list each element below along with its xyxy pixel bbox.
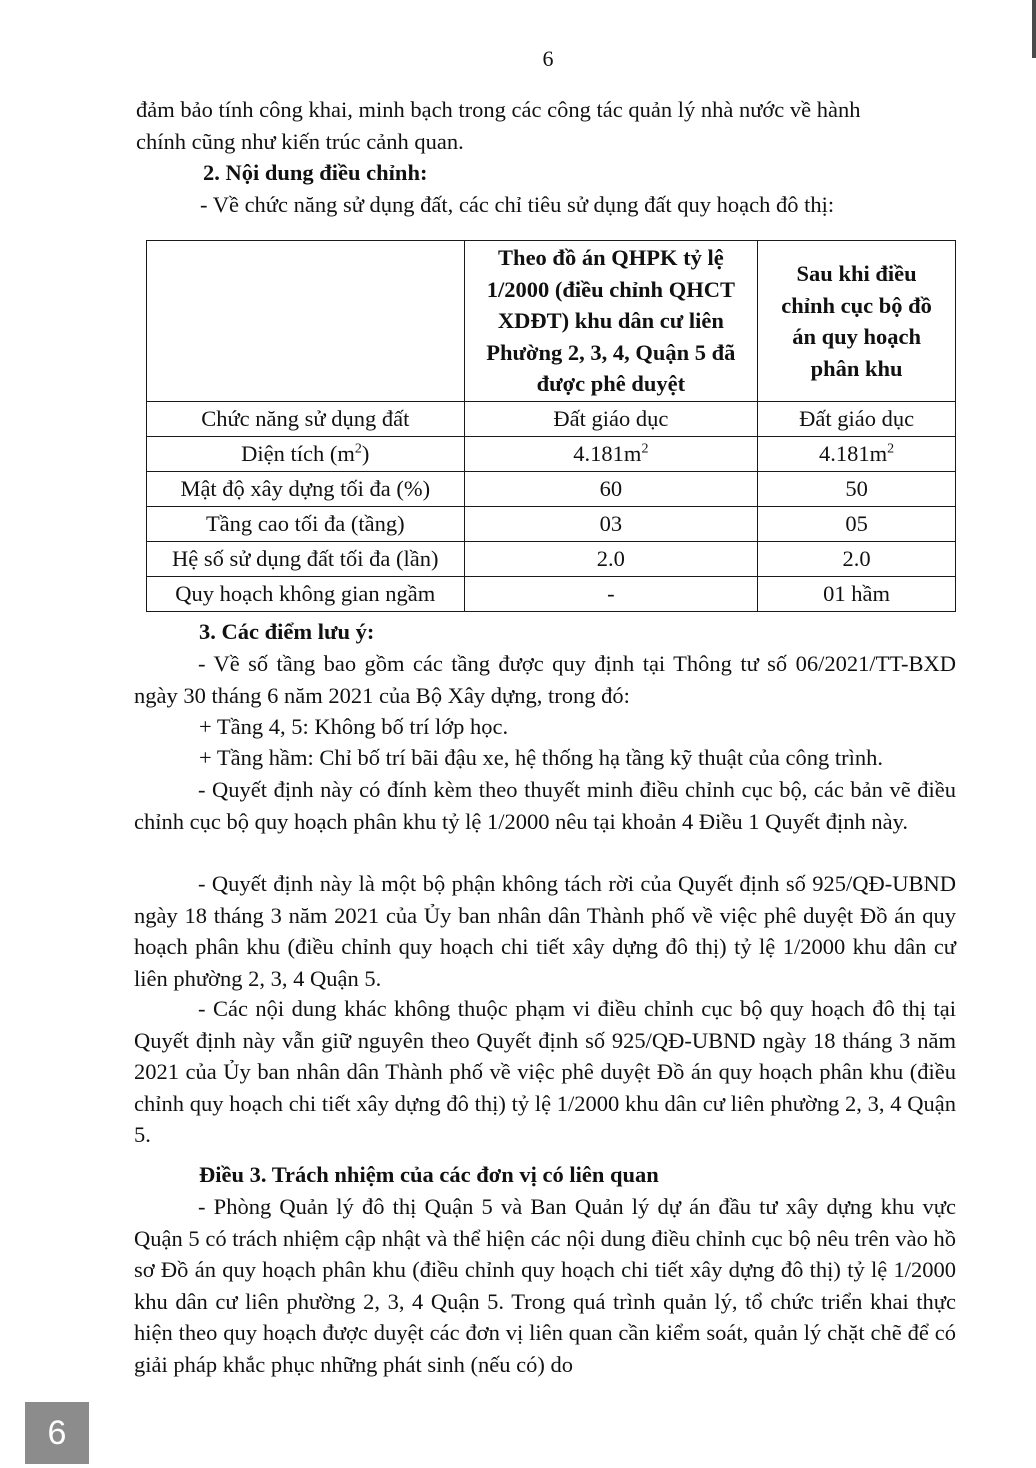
row-label: Mật độ xây dựng tối đa (%): [147, 472, 465, 507]
table-row: [147, 472, 956, 507]
table-row: [147, 437, 956, 472]
article3-paragraph-1: - Phòng Quản lý đô thị Quận 5 và Ban Quản lý dự án đầu tư xây dựng khu vực Quận 5 có trách nhiệm cập nhật và thể hiện các nội dung điều chỉnh cục bộ nêu trên vào hồ sơ Đồ án quy hoạch phân khu (điều chỉnh quy hoạch chi tiết xây dựng đô thị) tỷ lệ 1/2000 khu dân cư liên phường 2, 3, 4 Quận 5. Trong quá trình quản lý, tổ chức triển khai thực hiện theo quy hoạch được duyệt các đơn vị liên quan cần kiểm soát, quản lý chặt chẽ để có giải pháp khắc phục những phát sinh (nếu có) do: [134, 1194, 956, 1377]
page-number: 6: [542, 46, 554, 71]
row-label: Chức năng sử dụng đất: [147, 402, 465, 437]
row-value-before: Đất giáo dục: [464, 402, 758, 437]
section3-heading: 3. Các điểm lưu ý:: [199, 619, 375, 644]
header-cell-empty: [147, 241, 465, 402]
table-row: [147, 577, 956, 612]
header-cell-after: Sau khi điều chỉnh cục bộ đồ án quy hoạch phân khu: [758, 241, 956, 402]
row-value-before: 03: [464, 507, 758, 542]
section3-paragraph-5: - Quyết định này là một bộ phận không tách rời của Quyết định số 925/QĐ-UBND ngày 18 tháng 3 năm 2021 của Ủy ban nhân dân Thành phố về việc phê duyệt Đồ án quy hoạch phân khu (điều chỉnh quy hoạch chi tiết xây dựng đô thị) tỷ lệ 1/2000 khu dân cư liên phường 2, 3, 4 Quận 5.: [134, 871, 956, 991]
row-value-before: 60: [464, 472, 758, 507]
section3-paragraph-6: - Các nội dung khác không thuộc phạm vi điều chỉnh cục bộ quy hoạch đô thị tại Quyết định này vẫn giữ nguyên theo Quyết định số 925/QĐ-UBND ngày 18 tháng 3 năm 2021 của Ủy ban nhân dân Thành phố về việc phê duyệt Đồ án quy hoạch phân khu (điều chỉnh quy hoạch chi tiết xây dựng đô thị) tỷ lệ 1/2000 khu dân cư liên phường 2, 3, 4 Quận 5.: [134, 996, 956, 1147]
land-use-table: [146, 240, 956, 612]
row-value-before: $4.181m^2$: [464, 437, 758, 472]
row-value-after: 2.0: [758, 542, 956, 577]
section2-lead: - Về chức năng sử dụng đất, các chỉ tiêu sử dụng đất quy hoạch đô thị:: [200, 192, 835, 217]
row-value-after: $4.181m^2$: [758, 437, 956, 472]
intro-line-2: chính cũng như kiến trúc cảnh quan.: [136, 129, 464, 154]
row-value-before: -: [464, 577, 758, 612]
section3-paragraph-2: + Tầng 4, 5: Không bố trí lớp học.: [199, 714, 509, 739]
row-value-before: 2.0: [464, 542, 758, 577]
row-label: Diện tích $(m^2)$: [147, 437, 465, 472]
table-row: [147, 542, 956, 577]
page-thumbnail-badge[interactable]: 6: [25, 1402, 89, 1464]
row-label: Hệ số sử dụng đất tối đa (lần): [147, 542, 465, 577]
section3-paragraph-3: + Tầng hầm: Chỉ bố trí bãi đậu xe, hệ thống hạ tầng kỹ thuật của công trình.: [199, 745, 883, 770]
header-cell-before: Theo đồ án QHPK tỷ lệ 1/2000 (điều chỉnh QHCT XDĐT) khu dân cư liên Phường 2, 3, 4, Quận 5 đã được phê duyệt: [464, 241, 758, 402]
row-label: Tầng cao tối đa (tầng): [147, 507, 465, 542]
row-label: Quy hoạch không gian ngầm: [147, 577, 465, 612]
section2-heading: 2. Nội dung điều chỉnh:: [203, 160, 428, 185]
article3-heading: Điều 3. Trách nhiệm của các đơn vị có liên quan: [199, 1162, 659, 1187]
section3-paragraph-4: - Quyết định này có đính kèm theo thuyết minh điều chỉnh cục bộ, các bản vẽ điều chỉnh cục bộ quy hoạch phân khu tỷ lệ 1/2000 nêu tại khoản 4 Điều 1 Quyết định này.: [134, 777, 956, 834]
row-value-after: 01 hầm: [758, 577, 956, 612]
table-row: [147, 507, 956, 542]
section3-paragraph-1: - Về số tầng bao gồm các tầng được quy định tại Thông tư số 06/2021/TT-BXD ngày 30 tháng 6 năm 2021 của Bộ Xây dựng, trong đó:: [134, 651, 956, 708]
row-value-after: 50: [758, 472, 956, 507]
table-header-row: [147, 241, 956, 402]
table-row: [147, 402, 956, 437]
intro-line-1: đảm bảo tính công khai, minh bạch trong các công tác quản lý nhà nước về hành: [136, 97, 861, 122]
row-value-after: Đất giáo dục: [758, 402, 956, 437]
row-value-after: 05: [758, 507, 956, 542]
